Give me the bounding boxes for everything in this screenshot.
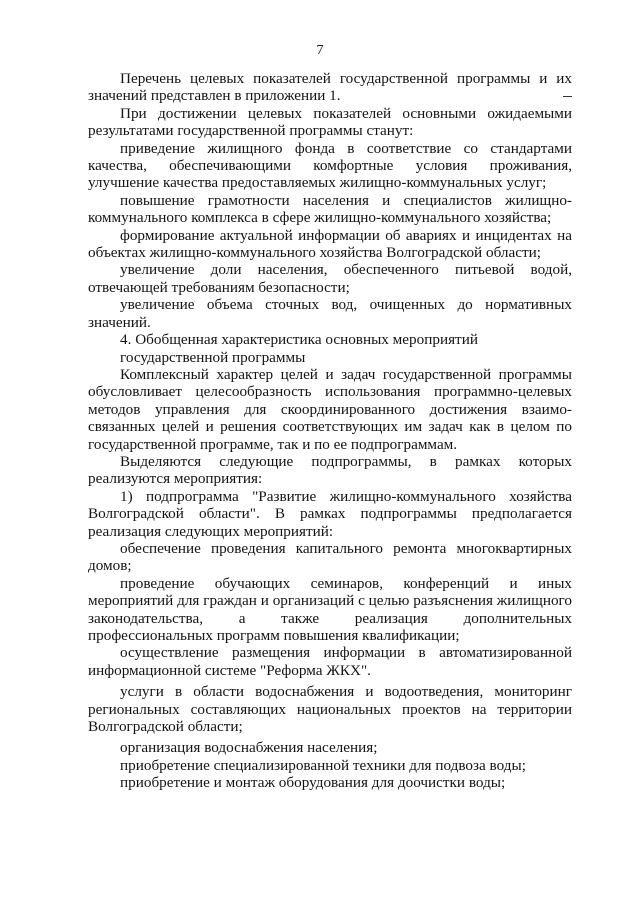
paragraph-subprograms-intro: Выделяются следующие подпрограммы, в рамках которых реализуются мероприятия:: [88, 452, 572, 488]
measure-seminars: проведение обучающих семинаров, конференций и иных мероприятий для граждан и организаций с целью разъяснения жилищного законодательства, а также реализация дополнительных профессиональных программ повышения квалификации;: [88, 574, 572, 644]
document-body: [88, 70, 572, 792]
page-number: 7: [316, 43, 324, 58]
measure-water-delivery-equipment: приобретение специализированной техники для подвоза воды;: [120, 756, 526, 774]
section-heading-line-2: государственной программы: [120, 348, 306, 366]
measure-capital-repair: обеспечение проведения капитального ремонта многоквартирных домов;: [88, 539, 572, 575]
result-item-literacy: повышение грамотности населения и специалистов жилищно-коммунального комплекса в сфере жилищно-коммунального хозяйства;: [88, 191, 572, 227]
paragraph-targets-list: Перечень целевых показателей государственной программы и их значений представлен в приложении 1.: [88, 70, 572, 105]
result-item-drinking-water: увеличение доли населения, обеспеченного питьевой водой, отвечающей требованиям безопасности;: [88, 261, 572, 296]
result-item-wastewater: увеличение объема сточных вод, очищенных до нормативных значений.: [88, 296, 572, 331]
result-item-housing-standards: приведение жилищного фонда в соответствие со стандартами качества, обеспечивающими комфортные условия проживания, улучшение качества предоставляемых жилищно-коммунальных услуг;: [88, 139, 572, 192]
paragraph-program-approach: Комплексный характер целей и задач государственной программы обусловливает целесообразность использования программно-целевых методов управления для скоординированного достижения взаимо-связанных целей и решения соответствующих им задач как в целом по государственной программе, так и по ее подпрограммам.: [88, 365, 572, 453]
measure-water-treatment-equipment: приобретение и монтаж оборудования для доочистки воды;: [120, 774, 506, 792]
section-heading-line-1: 4. Обобщенная характеристика основных мероприятий: [120, 331, 478, 349]
measure-water-supply: организация водоснабжения населения;: [120, 739, 378, 757]
measure-info-system: осуществление размещения информации в автоматизированной информационной системе "Реформа ЖКХ".: [88, 644, 572, 679]
paragraph-expected-results: При достижении целевых показателей основными ожидаемыми результатами государственной программы станут:: [88, 104, 572, 140]
paragraph-subprogram-1: 1) подпрограмма "Развитие жилищно-коммунального хозяйства Волгоградской области". В рамках подпрограммы предполагается реализация следующих мероприятий:: [88, 487, 572, 540]
result-item-accident-info: формирование актуальной информации об авариях и инцидентах на объектах жилищно-коммунального хозяйства Волгоградской области;: [88, 226, 572, 262]
section-heading: [88, 331, 572, 366]
measure-water-services: услуги в области водоснабжения и водоотведения, мониторинг региональных составляющих национальных проектов на территории Волгоградской области;: [88, 683, 572, 736]
